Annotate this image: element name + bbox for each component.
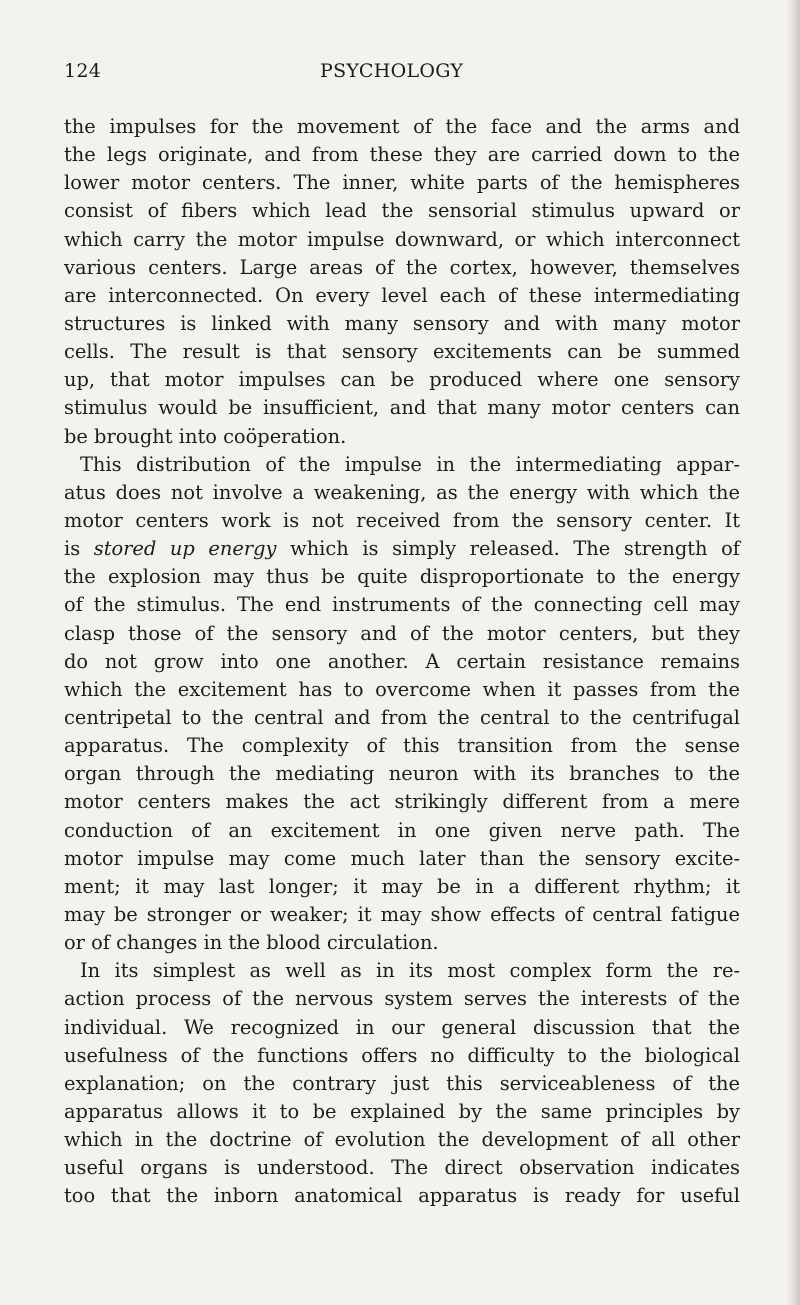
text-line: too that the inborn anatomical apparatus is ready for useful [64,1184,740,1208]
text-line: atus does not involve a weakening, as the energy with which the [64,480,740,504]
text-line: motor impulse may come much later than the sensory excite- [64,846,740,870]
text-line: conduction of an excitement in one given nerve path. The [64,818,740,842]
text-line: consist of fibers which lead the sensorial stimulus upward or [64,199,740,223]
text-line: do not grow into one another. A certain resistance remains [64,649,740,673]
page-edge-shadow [786,0,800,1305]
text-line: may be stronger or weaker; it may show effects of central fatigue [64,902,740,926]
body-text [64,113,740,1210]
text-line: centripetal to the central and from the central to the centrifugal [64,705,740,729]
text-line: are interconnected. On every level each of these intermediating [64,283,740,307]
text-line: which carry the motor impulse downward, or which interconnect [64,227,740,251]
text-line: up, that motor impulses can be produced where one sensory [64,368,740,392]
text-line: motor centers makes the act strikingly different from a mere [64,790,740,814]
text-line: the explosion may thus be quite disproportionate to the energy [64,565,740,589]
text-line: action process of the nervous system serves the interests of the [64,987,740,1011]
running-title: PSYCHOLOGY [320,60,464,82]
text-line: usefulness of the functions offers no difficulty to the biological [64,1043,740,1067]
text-run: is [64,537,94,561]
paragraph-end-line: be brought into coöperation. [64,424,347,448]
text-run: which is simply released. The strength of [276,537,740,561]
text-line: apparatus allows it to be explained by the same principles by [64,1099,740,1123]
text-line-with-italic [64,535,740,563]
text-line: the impulses for the movement of the face and the arms and [64,115,740,138]
text-line: explanation; on the contrary just this serviceableness of the [64,1071,740,1095]
text-line: lower motor centers. The inner, white parts of the hemispheres [64,171,740,195]
text-line: individual. We recognized in our general discussion that the [64,1015,740,1039]
text-line: which the excitement has to overcome when it passes from the [64,677,740,701]
paragraph-start-line: In its simplest as well as in its most complex form the re- [80,959,740,983]
italic-phrase: stored up energy [93,537,277,561]
text-line: clasp those of the sensory and of the motor centers, but they [64,621,740,645]
text-line: organ through the mediating neuron with its branches to the [64,762,740,786]
text-line: the legs originate, and from these they are carried down to the [64,143,740,167]
text-line: cells. The result is that sensory excitements can be summed [64,340,740,364]
paragraph-end-line: or of changes in the blood circulation. [64,931,439,955]
text-line: motor centers work is not received from the sensory center. It [64,508,740,532]
running-head [64,60,740,88]
text-line: apparatus. The complexity of this transition from the sense [64,734,740,758]
text-line: various centers. Large areas of the cortex, however, themselves [64,255,740,279]
text-line: useful organs is understood. The direct observation indicates [64,1156,740,1180]
paragraph-start-line: This distribution of the impulse in the intermediating appar- [80,452,740,476]
text-line: ment; it may last longer; it may be in a different rhythm; it [64,874,740,898]
text-line: of the stimulus. The end instruments of the connecting cell may [64,593,740,617]
text-line: structures is linked with many sensory and with many motor [64,311,740,335]
text-line: stimulus would be insufficient, and that many motor centers can [64,396,740,420]
text-line: which in the doctrine of evolution the development of all other [64,1128,740,1152]
page-number: 124 [64,60,102,82]
